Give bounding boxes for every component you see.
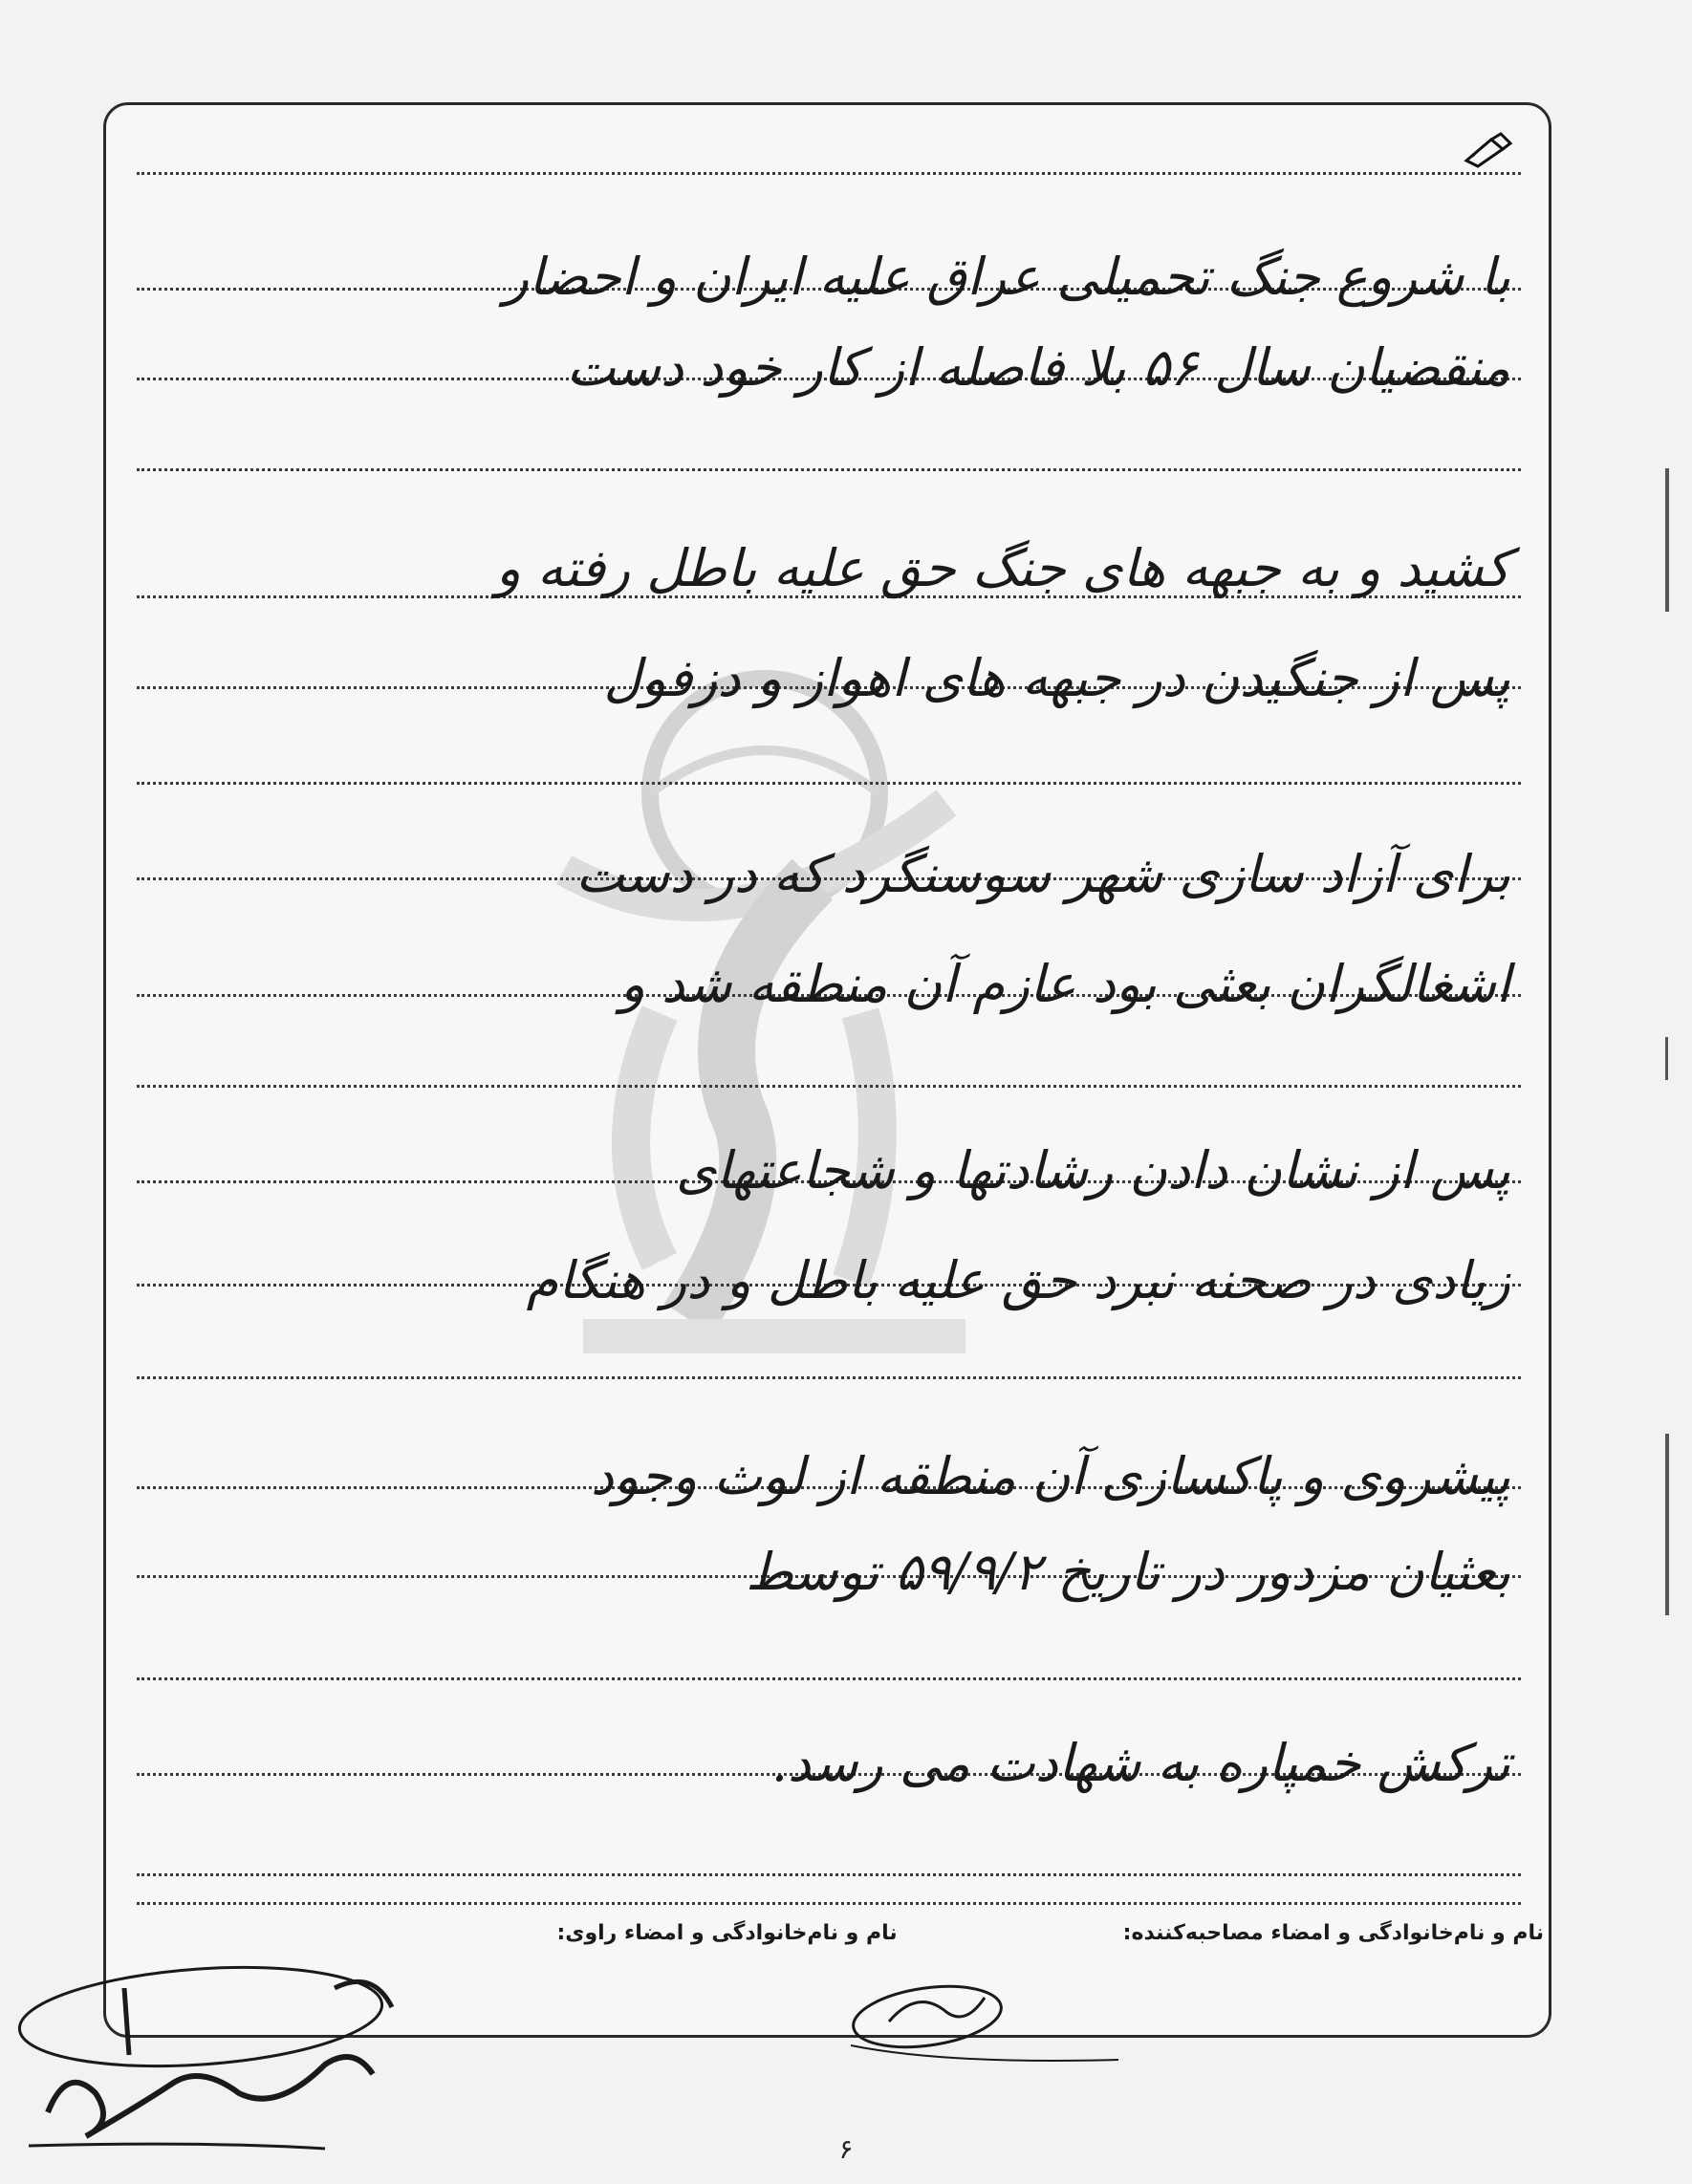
- margin-mark: [1665, 468, 1669, 612]
- handwritten-line: ترکش خمپاره به شهادت می رسد.: [770, 1733, 1510, 1793]
- interviewer-signature-label: نام و نام‌خانوادگی و امضاء مصاحبه‌کننده:: [1122, 1921, 1544, 1945]
- margin-mark: [1665, 1434, 1669, 1615]
- ruled-line: [137, 468, 1521, 471]
- handwritten-line: کشید و به جبهه های جنگ حق علیه باطل رفته و: [495, 538, 1510, 598]
- handwritten-line: منقضیان سال ۵۶ بلا فاصله از کار خود دست: [566, 337, 1510, 398]
- page-number: ۶: [838, 2133, 854, 2165]
- handwritten-line: برای آزاد سازی شهر سوسنگرد که در دست: [575, 844, 1510, 904]
- ruled-line: [137, 1677, 1521, 1680]
- signature-footer: [556, 1921, 1544, 1945]
- ruled-line: [137, 782, 1521, 785]
- handwritten-line: با شروع جنگ تحمیلی عراق علیه ایران و احضار: [504, 247, 1510, 307]
- interviewer-signature: [832, 1969, 1138, 2074]
- ruled-line: [137, 1873, 1521, 1876]
- handwritten-line: زیادی در صحنه نبرد حق علیه باطل و در هنگام: [526, 1250, 1510, 1310]
- handwritten-line: پیشروی و پاکسازی آن منطقه از لوث وجود: [590, 1446, 1510, 1506]
- ruled-line: [137, 172, 1521, 175]
- ruled-line: [137, 1902, 1521, 1905]
- ruled-line: [137, 1085, 1521, 1088]
- handwritten-line: پس از نشان دادن رشادتها و شجاعتهای: [676, 1140, 1510, 1200]
- handwritten-line: بعثیان مزدور در تاریخ ۵۹/۹/۲ توسط: [746, 1542, 1510, 1602]
- narrator-signature-label: نام و نام‌خانوادگی و امضاء راوی:: [556, 1921, 898, 1945]
- pen-icon: [1463, 132, 1520, 170]
- ruled-line: [137, 1376, 1521, 1379]
- narrator-signature: [10, 1950, 430, 2155]
- handwritten-line: اشغالگران بعثی بود عازم آن منطقه شد و: [619, 954, 1510, 1014]
- handwritten-line: پس از جنگیدن در جبهه های اهواز و دزفول: [603, 648, 1510, 708]
- margin-mark: [1665, 1037, 1668, 1080]
